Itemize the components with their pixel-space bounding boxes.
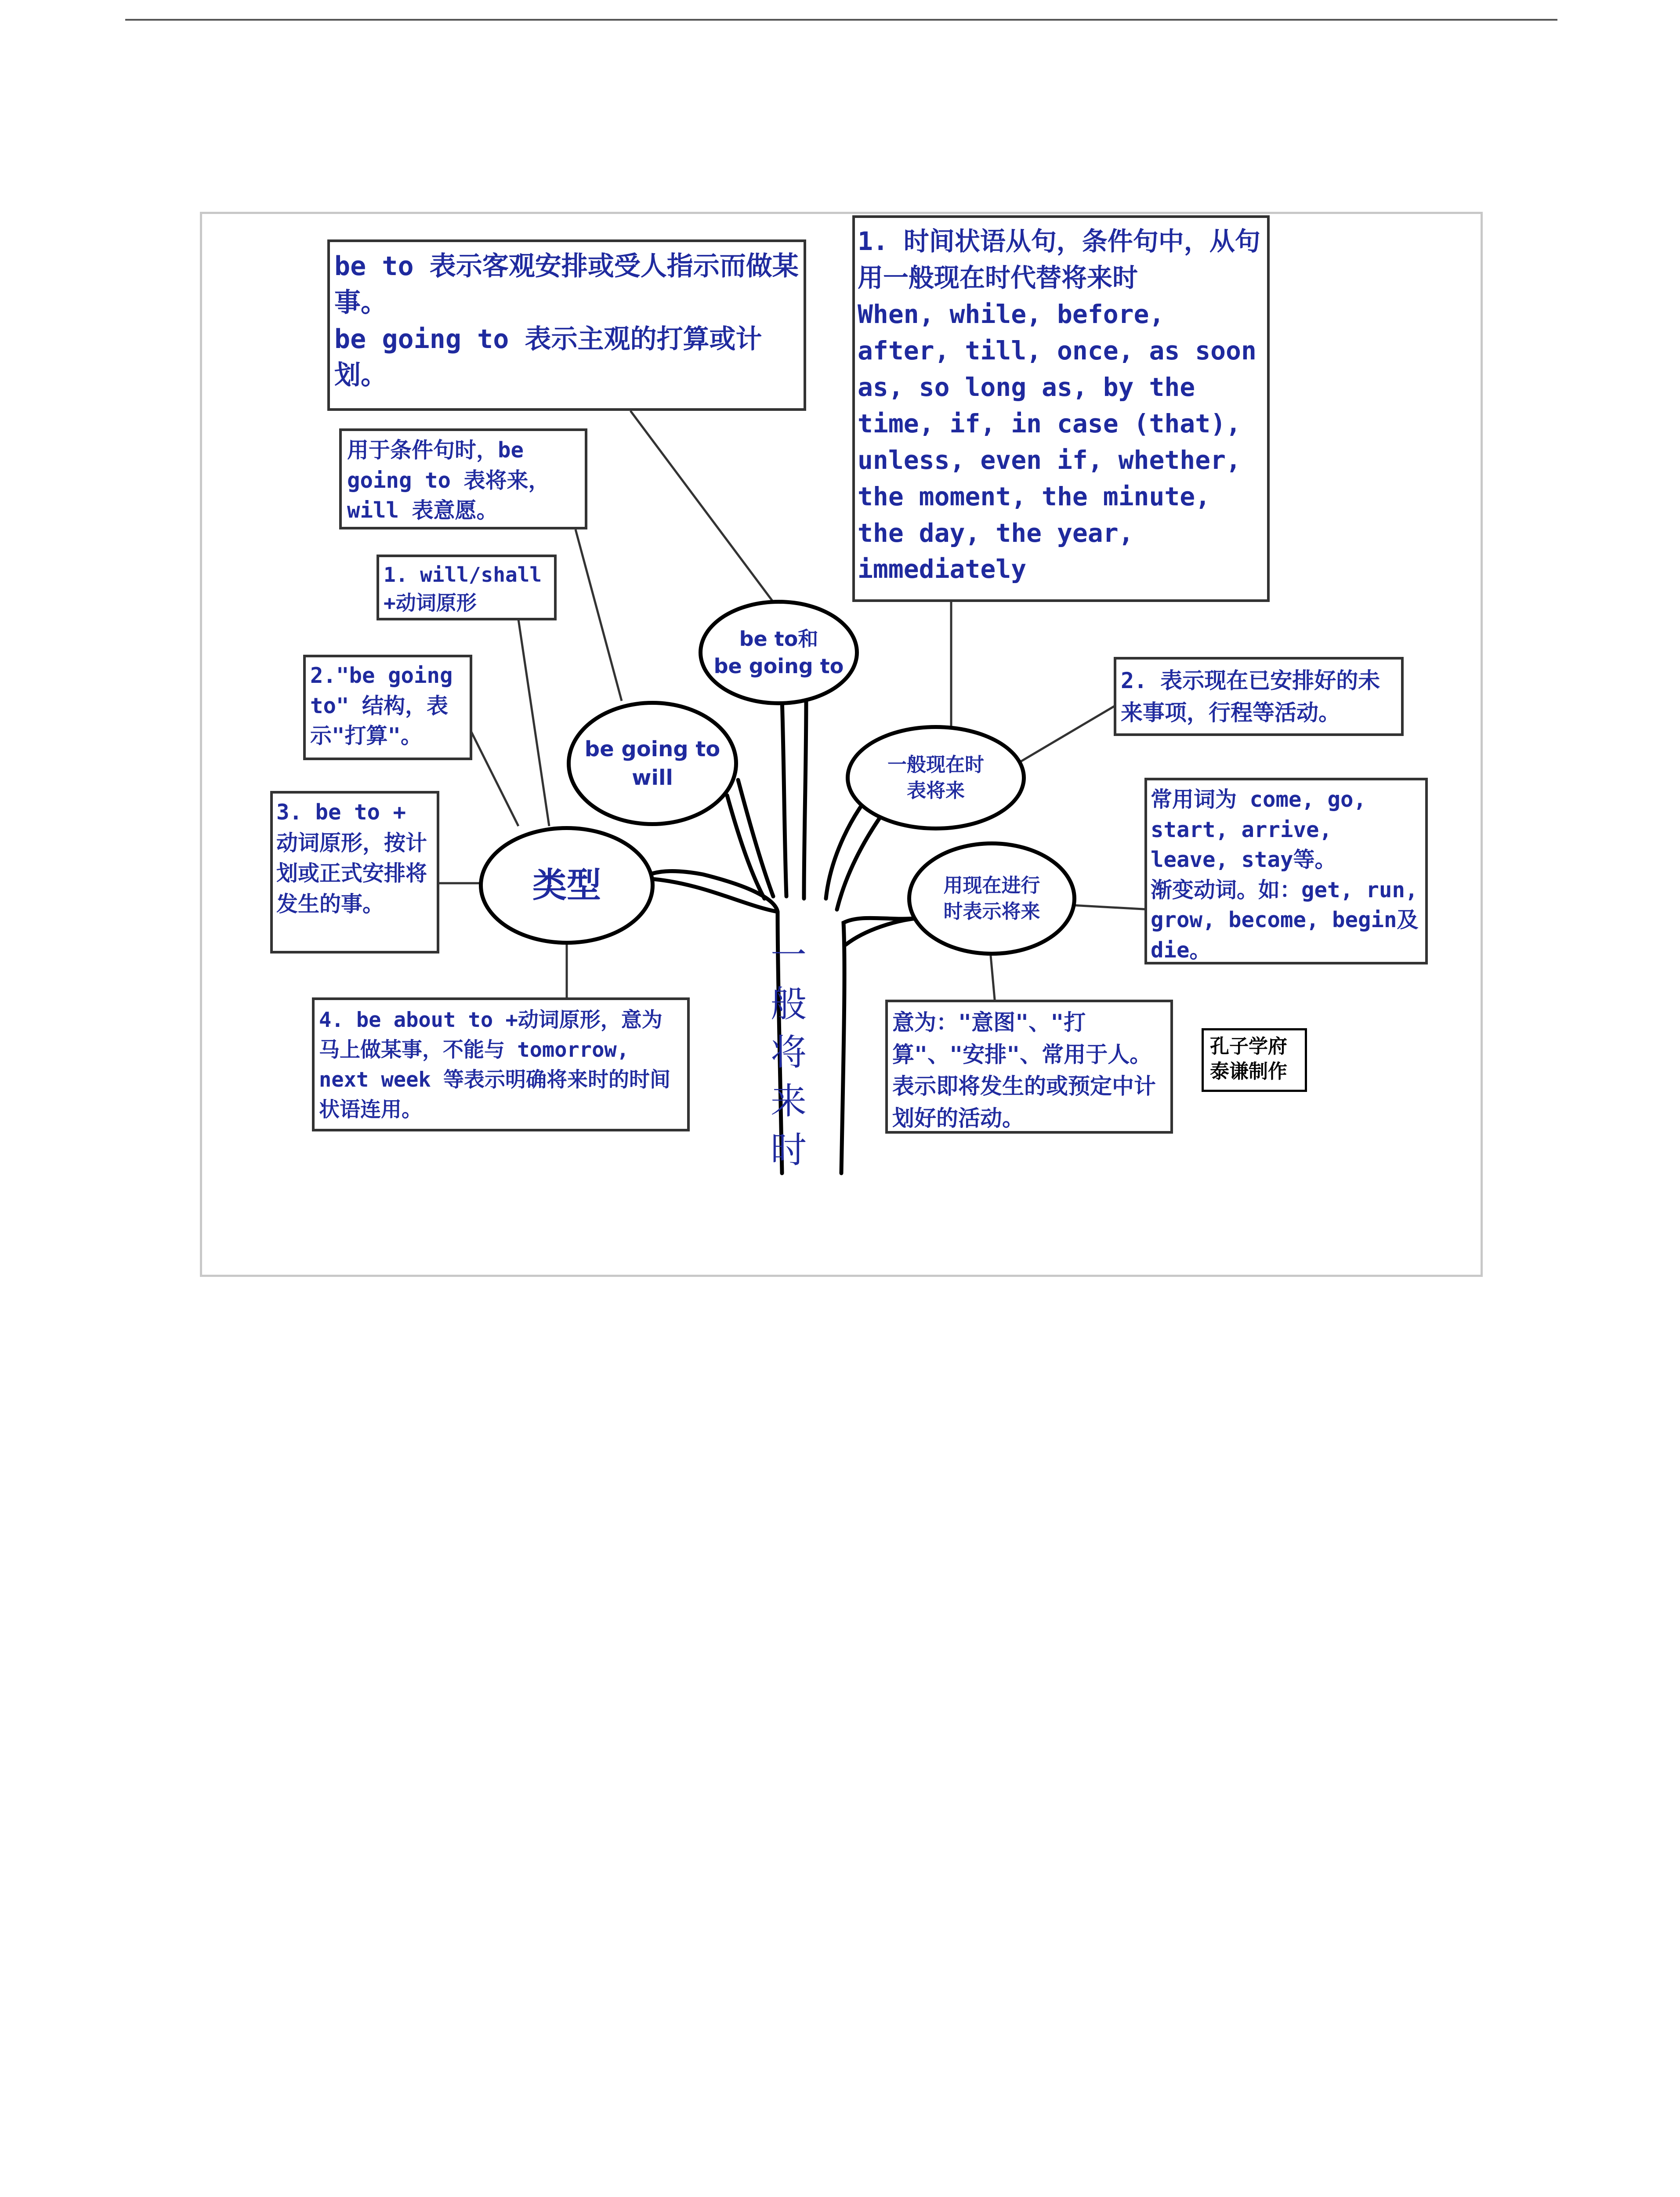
bubble-be-to-and-be-going-to: be to和 be going to — [699, 600, 859, 705]
branch-progressive — [846, 918, 916, 945]
conn-arranged — [1019, 705, 1116, 762]
conn-meaning — [991, 956, 995, 1004]
box-meaning: 意为："意图"、"打算"、"安排"、常用于人。表示即将发生的或预定中计划好的活动。 — [885, 1000, 1173, 1134]
credit-stamp: 孔子学府 泰谦制作 — [1202, 1028, 1307, 1092]
box-time-clause: 1. 时间状语从句，条件句中，从句用一般现在时代替将来时 When, while, before, after, till, once, as soon as, so long as, by the time, if, in case (that), unless, even if, whether, the moment, the minute, the day, the year, immediately — [852, 215, 1270, 602]
box-arranged: 2. 表示现在已安排好的未来事项，行程等活动。 — [1114, 657, 1404, 736]
branch-beto-1 — [782, 699, 786, 896]
conn-beto-topbox — [630, 411, 773, 602]
box-type-2: 2."be going to" 结构，表示"打算"。 — [303, 655, 472, 760]
box-type-4: 4. be about to +动词原形，意为马上做某事，不能与 tomorrow, next week 等表示明确将来时的时间状语连用。 — [312, 997, 690, 1131]
box-type-1: 1. will/shall +动词原形 — [377, 555, 557, 620]
conn-cond-begoing — [576, 529, 622, 701]
conn-type2 — [470, 729, 518, 826]
bubble-types: 类型 — [479, 826, 655, 945]
box-be-to-vs-be-going-to: be to 表示客观安排或受人指示而做某事。 be going to 表示主观的打算或计划。 — [327, 239, 806, 411]
conn-common — [1072, 905, 1151, 910]
box-conditional: 用于条件句时，be going to 表将来，will 表意愿。 — [339, 428, 587, 529]
bubble-be-going-to-will: be going to will — [567, 701, 738, 826]
conn-type1 — [518, 620, 549, 826]
box-type-3: 3. be to + 动词原形，按计划或正式安排将发生的事。 — [270, 791, 439, 953]
bubble-simple-present: 一般现在时 表将来 — [846, 725, 1026, 830]
branch-beto-2 — [804, 699, 806, 899]
trunk-label: 一般将来时 — [770, 935, 807, 1171]
bubble-present-progressive: 用现在进行 时表示将来 — [907, 841, 1076, 956]
box-common-verbs: 常用词为 come, go, start, arrive, leave, stay等。 渐变动词。如：get, run, grow, become, begin及die。 — [1144, 778, 1428, 964]
